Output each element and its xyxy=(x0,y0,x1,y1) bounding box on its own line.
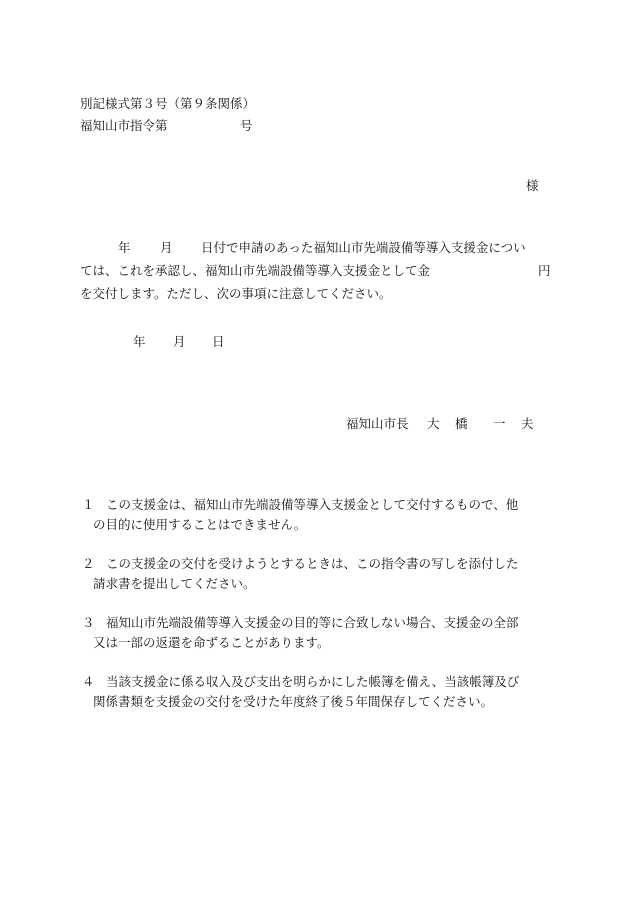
body-year: 年 xyxy=(118,240,131,255)
note-4-line-2: 関係書類を支援金の交付を受けた年度終了後５年間保存してください。 xyxy=(93,694,494,709)
signature-name-char-3: 一 xyxy=(493,416,506,431)
date-day: 日 xyxy=(212,334,225,349)
date-year: 年 xyxy=(133,334,146,349)
form-label: 別記様式第３号（第９条関係） xyxy=(80,96,256,111)
note-number-2: ２ xyxy=(82,556,95,571)
body-line-2: ては、これを承認し、福知山市先端設備等導入支援金として金 xyxy=(80,263,431,278)
note-2-line-1: この支援金の交付を受けようとするときは、この指令書の写しを添付した xyxy=(106,556,519,571)
signature-name-char-2: 橋 xyxy=(455,416,468,431)
note-1-line-1: この支援金は、福知山市先端設備等導入支援金として交付するもので、他 xyxy=(106,497,519,512)
note-number-4: ４ xyxy=(82,674,95,689)
note-4-line-1: 当該支援金に係る収入及び支出を明らかにした帳簿を備え、当該帳簿及び xyxy=(106,674,520,689)
signature-title: 福知山市長 xyxy=(346,416,409,431)
body-line-1: 日付で申請のあった福知山市先端設備等導入支援金につい xyxy=(201,240,526,255)
body-line-3: を交付します。ただし、次の事項に注意してください。 xyxy=(80,286,392,301)
note-1-line-2: の目的に使用することはできません。 xyxy=(93,517,307,532)
note-number-1: １ xyxy=(82,497,95,512)
signature-name-char-4: 夫 xyxy=(521,416,534,431)
order-number-prefix: 福知山市指令第 xyxy=(80,118,168,133)
note-3-line-1: 福知山市先端設備等導入支援金の目的等に合致しない場合、支援金の全部 xyxy=(106,615,519,630)
date-month: 月 xyxy=(173,334,186,349)
recipient-honorific: 様 xyxy=(526,178,539,193)
note-2-line-2: 請求書を提出してください。 xyxy=(93,576,256,591)
note-number-3: ３ xyxy=(82,615,95,630)
note-3-line-2: 又は一部の返還を命ずることがあります。 xyxy=(93,635,330,650)
order-number-suffix: 号 xyxy=(240,118,253,133)
signature-name-char-1: 大 xyxy=(427,416,440,431)
body-yen: 円 xyxy=(538,263,551,278)
body-month: 月 xyxy=(160,240,173,255)
